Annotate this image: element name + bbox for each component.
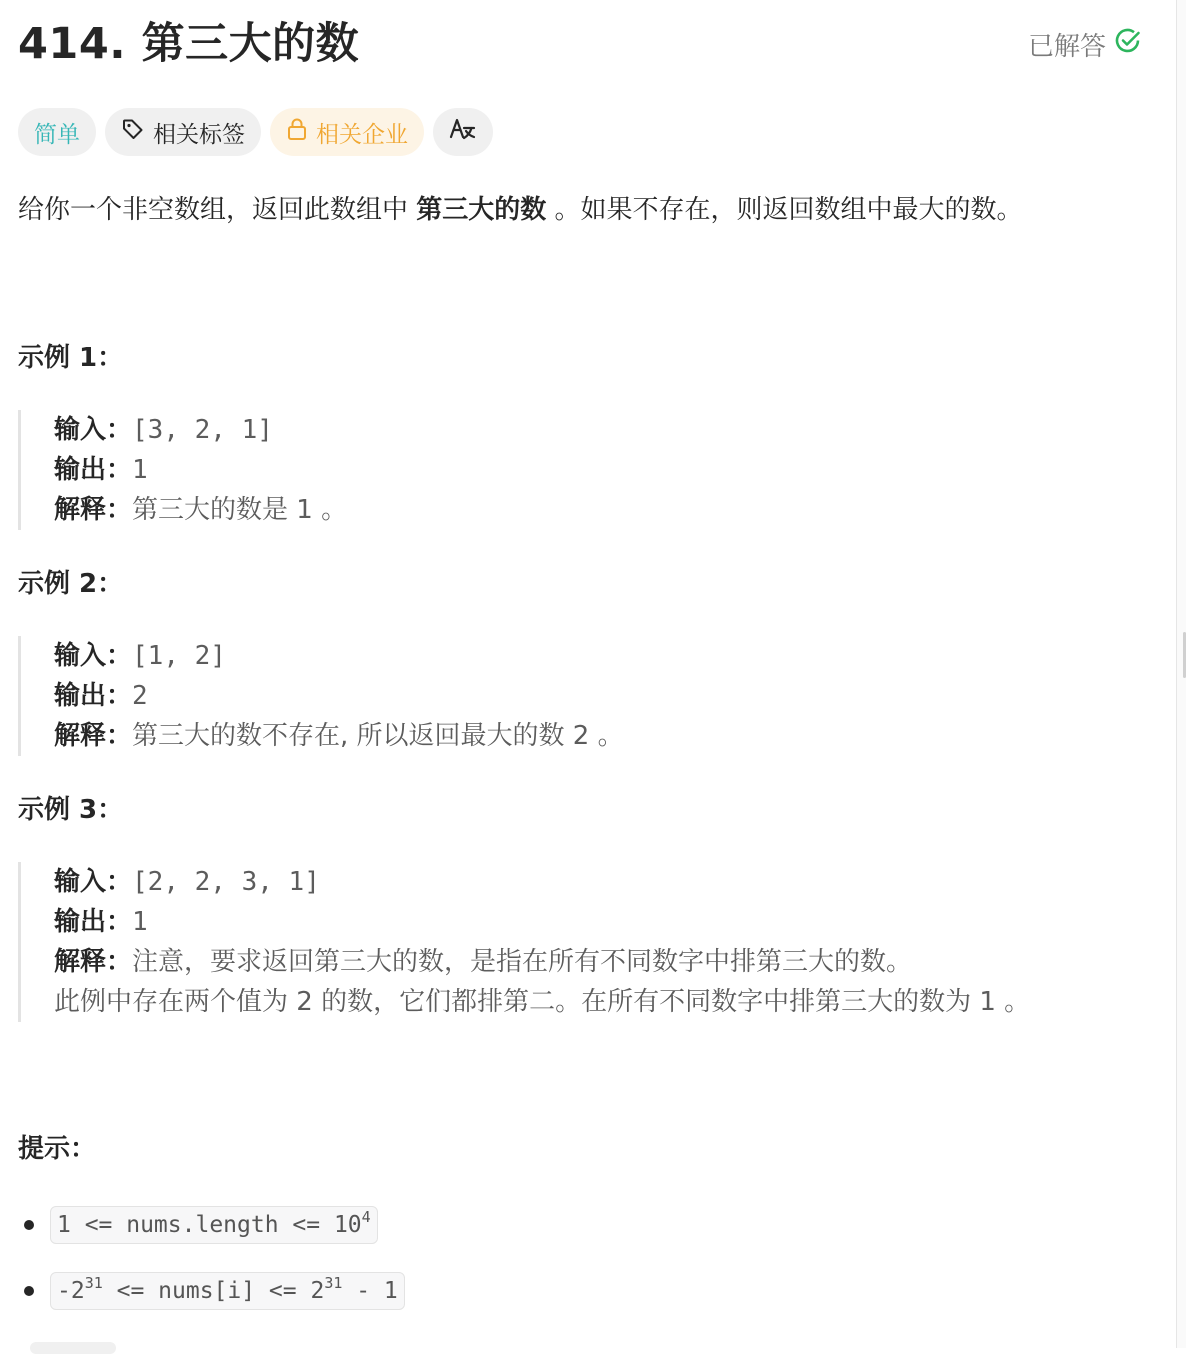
lock-icon bbox=[286, 117, 308, 147]
example-3-input-line bbox=[54, 862, 1030, 902]
example-2-output: 2 bbox=[132, 681, 148, 711]
example-2-input-line bbox=[54, 636, 624, 676]
solved-label: 已解答 bbox=[1028, 32, 1107, 62]
follow-up-pill[interactable] bbox=[30, 1342, 116, 1354]
output-label: 输出： bbox=[54, 907, 133, 937]
tag-bar bbox=[18, 108, 493, 156]
constraint-2-text-c: - 1 bbox=[342, 1278, 398, 1304]
input-label: 输入： bbox=[54, 641, 133, 671]
difficulty-badge[interactable]: 简单 bbox=[18, 108, 96, 156]
constraints-title: 提示： bbox=[18, 1134, 97, 1164]
example-2-input: [1, 2] bbox=[132, 641, 226, 671]
example-3-block bbox=[18, 862, 1030, 1022]
input-label: 输入： bbox=[54, 867, 133, 897]
translate-button[interactable] bbox=[433, 108, 493, 156]
example-1-input: [3, 2, 1] bbox=[132, 415, 273, 445]
problem-description bbox=[18, 190, 1023, 230]
example-1-block bbox=[18, 410, 347, 530]
example-1-explain-line bbox=[54, 490, 347, 530]
list-bullet bbox=[24, 1286, 34, 1296]
example-3-input: [2, 2, 3, 1] bbox=[132, 867, 320, 897]
example-3-output: 1 bbox=[132, 907, 148, 937]
example-3-explain-line bbox=[54, 942, 1030, 982]
companies-tag-label: 相关企业 bbox=[316, 121, 408, 148]
example-2-output-line bbox=[54, 676, 624, 716]
output-label: 输出： bbox=[54, 681, 133, 711]
description-highlight: 第三大的数 bbox=[416, 195, 547, 225]
translate-icon bbox=[449, 117, 477, 147]
input-label: 输入： bbox=[54, 415, 133, 445]
description-text: 给你一个非空数组，返回此数组中 bbox=[18, 195, 417, 225]
example-1-output: 1 bbox=[132, 455, 148, 485]
example-1-explain: 第三大的数是 1 。 bbox=[132, 495, 348, 525]
example-1-output-line bbox=[54, 450, 347, 490]
constraint-1-text: 1 <= nums.length <= 10 bbox=[57, 1212, 362, 1238]
example-2-explain-line bbox=[54, 716, 624, 756]
tag-icon bbox=[121, 117, 145, 147]
constraint-2: -2 $^{31}$ <= nums[i] <= 2 $^{31}$ - 1 bbox=[50, 1272, 405, 1310]
example-1-input-line bbox=[54, 410, 347, 450]
example-2-block bbox=[18, 636, 624, 756]
solved-status bbox=[1028, 26, 1142, 63]
list-bullet bbox=[24, 1220, 34, 1230]
example-3-explain-continued: 此例中存在两个值为 2 的数，它们都排第二。在所有不同数字中排第三大的数为 1 。 bbox=[54, 987, 1031, 1017]
example-2-explain: 第三大的数不存在, 所以返回最大的数 2 。 bbox=[132, 721, 624, 751]
example-3-explain: 注意，要求返回第三大的数，是指在所有不同数字中排第三大的数。 bbox=[132, 947, 913, 977]
example-3-title: 示例 3： bbox=[18, 795, 124, 825]
topics-tag-label: 相关标签 bbox=[153, 121, 245, 148]
description-text-end: 。如果不存在，则返回数组中最大的数。 bbox=[546, 195, 1023, 225]
constraint-1: 1 <= nums.length <= 10 $^4$ bbox=[50, 1206, 378, 1244]
example-2-title: 示例 2： bbox=[18, 569, 124, 599]
constraint-2-text-a: -2 bbox=[57, 1278, 85, 1304]
problem-title: 414. 第三大的数 bbox=[18, 19, 360, 69]
companies-tag-button[interactable] bbox=[270, 108, 424, 156]
output-label: 输出： bbox=[54, 455, 133, 485]
example-3-output-line bbox=[54, 902, 1030, 942]
explain-label: 解释： bbox=[54, 721, 133, 751]
constraint-2-text-b: <= nums[i] <= 2 bbox=[102, 1278, 325, 1304]
explain-label: 解释： bbox=[54, 947, 133, 977]
topics-tag-button[interactable] bbox=[105, 108, 261, 156]
example-1-title: 示例 1： bbox=[18, 343, 124, 373]
check-circle-icon bbox=[1114, 27, 1142, 62]
explain-label: 解释： bbox=[54, 495, 133, 525]
